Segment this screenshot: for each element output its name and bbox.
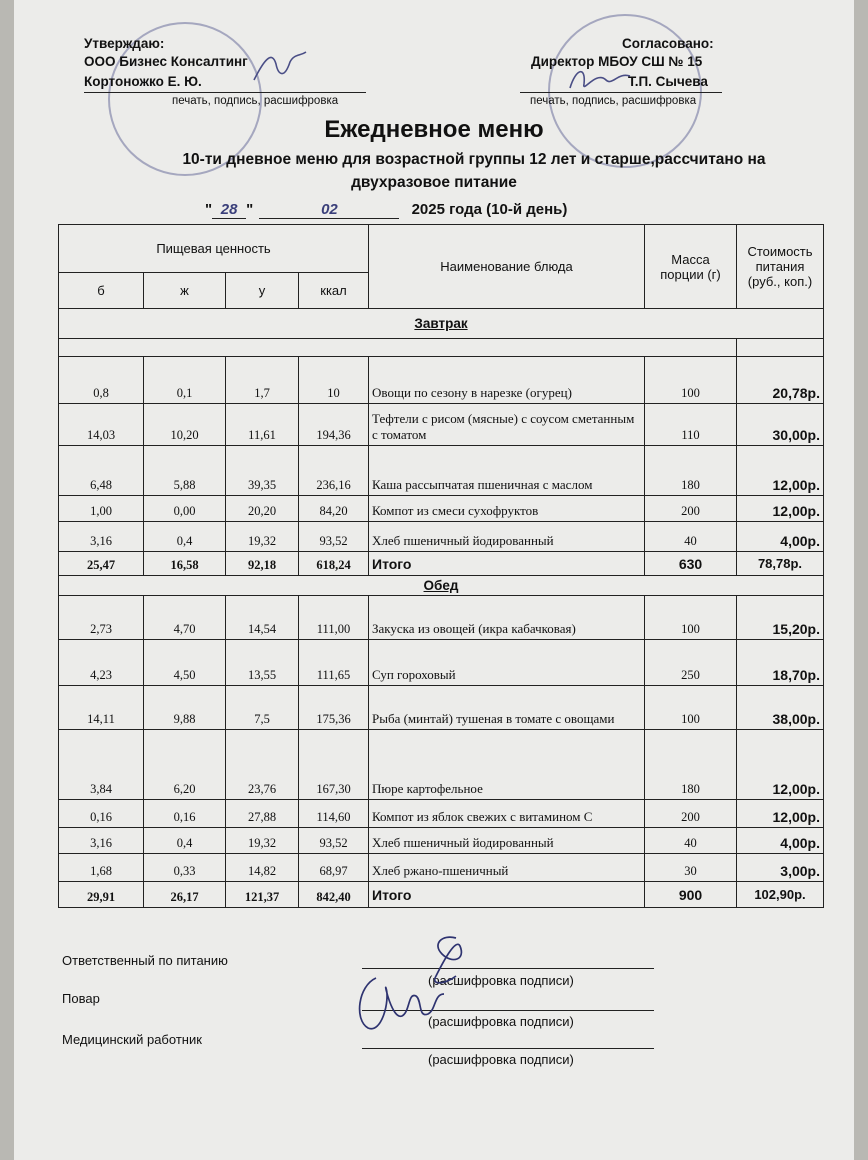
approve-signature-line <box>84 92 366 93</box>
menu-row <box>59 496 824 522</box>
responsible-label: Ответственный по питанию <box>62 953 228 968</box>
cell-dish-name: Каша рассыпчатая пшеничная с маслом <box>369 446 645 496</box>
cell-mass: 40 <box>645 522 737 552</box>
cell-cost: 12,00р. <box>737 730 824 800</box>
total-cost: 102,90р. <box>737 882 824 908</box>
cell-cost: 4,00р. <box>737 828 824 854</box>
carbs-header: у <box>226 273 299 309</box>
cell-protein: 3,16 <box>59 828 144 854</box>
nutrition-header: Пищевая ценность <box>59 225 369 273</box>
cell-kcal: 84,20 <box>299 496 369 522</box>
cell-dish-name: Тефтели с рисом (мясные) с соусом сметанным с томатом <box>369 404 645 446</box>
total-zh: 16,58 <box>144 552 226 576</box>
total-b: 29,91 <box>59 882 144 908</box>
cell-kcal: 93,52 <box>299 828 369 854</box>
cell-protein: 14,03 <box>59 404 144 446</box>
cell-kcal: 194,36 <box>299 404 369 446</box>
menu-row <box>59 446 824 496</box>
cell-dish-name: Пюре картофельное <box>369 730 645 800</box>
kcal-header: ккал <box>299 273 369 309</box>
cell-cost: 30,00р. <box>737 404 824 446</box>
cell-protein: 2,73 <box>59 596 144 640</box>
cell-protein: 1,68 <box>59 854 144 882</box>
date-line <box>205 201 567 219</box>
date-year: 2025 года (10-й день) <box>411 201 568 218</box>
cell-cost: 38,00р. <box>737 686 824 730</box>
cook-label: Повар <box>62 991 100 1006</box>
cell-cost: 18,70р. <box>737 640 824 686</box>
cell-cost: 3,00р. <box>737 854 824 882</box>
cell-protein: 0,16 <box>59 800 144 828</box>
approve-org: ООО Бизнес Консалтинг <box>84 54 248 69</box>
cell-mass: 180 <box>645 730 737 800</box>
menu-row <box>59 640 824 686</box>
cell-mass: 110 <box>645 404 737 446</box>
medic-decode: (расшифровка подписи) <box>428 1052 574 1067</box>
cell-mass: 100 <box>645 596 737 640</box>
lunch-rows <box>59 596 824 882</box>
cell-fat: 0,00 <box>144 496 226 522</box>
cell-carbs: 7,5 <box>226 686 299 730</box>
total-mass: 630 <box>645 552 737 576</box>
breakfast-rows <box>59 357 824 552</box>
total-cost: 78,78р. <box>737 552 824 576</box>
total-kcal: 618,24 <box>299 552 369 576</box>
cell-carbs: 27,88 <box>226 800 299 828</box>
cell-carbs: 14,54 <box>226 596 299 640</box>
cell-fat: 0,16 <box>144 800 226 828</box>
agreed-caption: печать, подпись, расшифровка <box>530 95 697 107</box>
menu-row <box>59 730 824 800</box>
cell-mass: 100 <box>645 686 737 730</box>
cell-carbs: 23,76 <box>226 730 299 800</box>
cell-dish-name: Овощи по сезону в нарезке (огурец) <box>369 357 645 404</box>
approve-caption: печать, подпись, расшифровка <box>172 95 339 107</box>
medic-label: Медицинский работник <box>62 1032 202 1047</box>
date-quote-close: " <box>246 201 254 218</box>
cell-dish-name: Закуска из овощей (икра кабачковая) <box>369 596 645 640</box>
approve-signature <box>250 50 310 90</box>
cell-dish-name: Компот из яблок свежих с витамином С <box>369 800 645 828</box>
cost-header: Стоимость питания (руб., коп.) <box>737 225 824 309</box>
cell-fat: 10,20 <box>144 404 226 446</box>
cell-mass: 100 <box>645 357 737 404</box>
empty-row <box>59 339 824 357</box>
medic-signature-line <box>362 1048 654 1049</box>
cell-kcal: 236,16 <box>299 446 369 496</box>
total-label: Итого <box>369 552 645 576</box>
cell-cost: 20,78р. <box>737 357 824 404</box>
menu-row <box>59 828 824 854</box>
agreed-signature <box>566 60 636 100</box>
breakfast-section: Завтрак <box>59 309 824 339</box>
cell-carbs: 1,7 <box>226 357 299 404</box>
cell-protein: 6,48 <box>59 446 144 496</box>
lunch-total-row <box>59 882 824 908</box>
cell-dish-name: Рыба (минтай) тушеная в томате с овощами <box>369 686 645 730</box>
cell-dish-name: Хлеб пшеничный йодированный <box>369 522 645 552</box>
date-quote-open: " <box>205 201 213 218</box>
menu-row <box>59 404 824 446</box>
cell-carbs: 14,82 <box>226 854 299 882</box>
cell-cost: 15,20р. <box>737 596 824 640</box>
cell-cost: 12,00р. <box>737 446 824 496</box>
menu-row <box>59 800 824 828</box>
cell-protein: 4,23 <box>59 640 144 686</box>
cell-cost: 12,00р. <box>737 496 824 522</box>
breakfast-total-row <box>59 552 824 576</box>
total-kcal: 842,40 <box>299 882 369 908</box>
cell-fat: 0,1 <box>144 357 226 404</box>
cell-fat: 4,50 <box>144 640 226 686</box>
cell-mass: 40 <box>645 828 737 854</box>
total-zh: 26,17 <box>144 882 226 908</box>
menu-row <box>59 357 824 404</box>
handwritten-signatures <box>346 930 496 1040</box>
cell-kcal: 111,65 <box>299 640 369 686</box>
total-u: 121,37 <box>226 882 299 908</box>
menu-row <box>59 522 824 552</box>
cell-fat: 9,88 <box>144 686 226 730</box>
cell-dish-name: Компот из смеси сухофруктов <box>369 496 645 522</box>
total-mass: 900 <box>645 882 737 908</box>
cell-fat: 0,4 <box>144 522 226 552</box>
cell-fat: 4,70 <box>144 596 226 640</box>
cell-carbs: 20,20 <box>226 496 299 522</box>
cell-fat: 0,4 <box>144 828 226 854</box>
cell-mass: 250 <box>645 640 737 686</box>
cell-mass: 180 <box>645 446 737 496</box>
menu-table <box>58 224 824 908</box>
subtitle-line-2: двухразовое питание <box>351 174 517 191</box>
cell-fat: 0,33 <box>144 854 226 882</box>
cell-carbs: 11,61 <box>226 404 299 446</box>
cell-carbs: 39,35 <box>226 446 299 496</box>
cell-mass: 30 <box>645 854 737 882</box>
approve-title: Утверждаю: <box>84 36 165 51</box>
cell-fat: 6,20 <box>144 730 226 800</box>
cell-cost: 4,00р. <box>737 522 824 552</box>
cell-kcal: 167,30 <box>299 730 369 800</box>
cell-carbs: 19,32 <box>226 522 299 552</box>
cell-mass: 200 <box>645 496 737 522</box>
fat-header: ж <box>144 273 226 309</box>
responsible-decode: (расшифровка подписи) <box>428 973 574 988</box>
agreed-title: Согласовано: <box>622 36 714 51</box>
cell-kcal: 93,52 <box>299 522 369 552</box>
total-u: 92,18 <box>226 552 299 576</box>
menu-row <box>59 854 824 882</box>
menu-row <box>59 686 824 730</box>
cell-fat: 5,88 <box>144 446 226 496</box>
cell-protein: 1,00 <box>59 496 144 522</box>
cell-kcal: 175,36 <box>299 686 369 730</box>
date-day: 28 <box>212 201 246 219</box>
total-b: 25,47 <box>59 552 144 576</box>
cell-kcal: 68,97 <box>299 854 369 882</box>
agreed-org: Директор МБОУ СШ № 15 <box>531 54 703 69</box>
protein-header: б <box>59 273 144 309</box>
cell-carbs: 19,32 <box>226 828 299 854</box>
cell-carbs: 13,55 <box>226 640 299 686</box>
total-label: Итого <box>369 882 645 908</box>
menu-row <box>59 596 824 640</box>
cell-protein: 14,11 <box>59 686 144 730</box>
cell-protein: 3,84 <box>59 730 144 800</box>
cell-mass: 200 <box>645 800 737 828</box>
cell-dish-name: Хлеб ржано-пшеничный <box>369 854 645 882</box>
cell-cost: 12,00р. <box>737 800 824 828</box>
approve-person: Кортоножко Е. Ю. <box>84 74 202 89</box>
agreed-person: Т.П. Сычева <box>628 74 708 89</box>
cell-protein: 0,8 <box>59 357 144 404</box>
cell-kcal: 114,60 <box>299 800 369 828</box>
cell-kcal: 10 <box>299 357 369 404</box>
cell-protein: 3,16 <box>59 522 144 552</box>
cell-dish-name: Хлеб пшеничный йодированный <box>369 828 645 854</box>
lunch-section: Обед <box>59 576 824 596</box>
mass-header: Масса порции (г) <box>645 225 737 309</box>
subtitle-line-1: 10-ти дневное меню для возрастной группы 12 лет и старше,рассчитано на <box>182 151 766 168</box>
dish-name-header: Наименование блюда <box>369 225 645 309</box>
date-month: 02 <box>259 201 399 219</box>
cook-decode: (расшифровка подписи) <box>428 1014 574 1029</box>
page-title: Ежедневное меню <box>324 116 544 143</box>
cell-dish-name: Суп гороховый <box>369 640 645 686</box>
cell-kcal: 111,00 <box>299 596 369 640</box>
